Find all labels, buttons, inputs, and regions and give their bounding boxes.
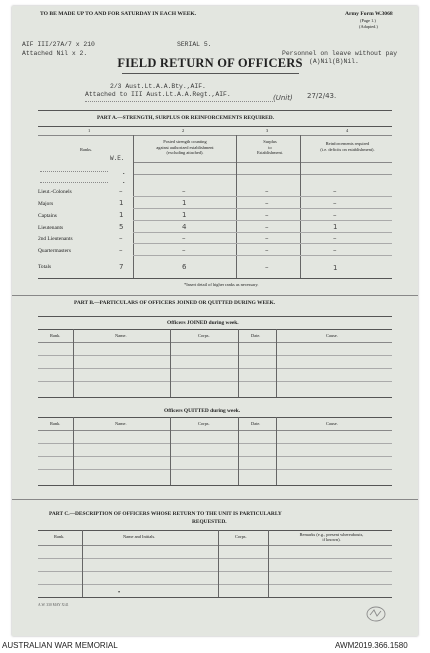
row-rank-captains: Captains [38, 213, 57, 219]
joined-col-divider-1 [73, 329, 74, 397]
row-we-quartermasters: – [119, 246, 123, 254]
joined-col-rank: Rank. [50, 333, 61, 338]
reference-line-1: AIF III/27A/7 x 210 [22, 41, 95, 48]
leave-note: Personnel on leave without pay [282, 50, 398, 57]
print-note: A.W. 330 MAY X/41 [38, 603, 69, 607]
totals-we: 7 [119, 263, 124, 271]
row-rule-5 [133, 243, 392, 244]
row-we-2nd-lieutenants: – [119, 234, 123, 242]
row-we-lieut-colonels: – [119, 187, 123, 195]
quitted-row-rule-0 [38, 430, 392, 431]
part-a-footnote: *Insert detail of higher ranks as necessary. [184, 282, 259, 287]
joined-col-cause: Cause. [326, 333, 338, 338]
part-b-separator [12, 295, 418, 296]
joined-row-rule-1 [38, 355, 392, 356]
col-number-4: 4 [346, 128, 349, 133]
part-a-col-divider-1 [133, 135, 134, 278]
row-surplus-majors: – [265, 199, 269, 207]
joined-col-divider-4 [276, 329, 277, 397]
row-rank-2nd-lieutenants: 2nd Lieutenants [38, 236, 73, 242]
totals-reinf: 1 [333, 264, 338, 272]
return-date: 27/2/43. [307, 92, 337, 100]
quitted-col-divider-4 [276, 417, 277, 485]
quitted-row-rule-1 [38, 443, 392, 444]
unit-dotted-line [85, 101, 275, 102]
unit-line-1: 2/3 Aust.Lt.A.A.Bty.,AIF. [110, 83, 206, 90]
col-surplus-header [238, 139, 302, 156]
row-posted-quartermasters: – [182, 246, 186, 254]
form-number: Army Form W.3068 [345, 11, 393, 17]
row-reinf-captains: – [333, 211, 337, 219]
part-c-col-corps: Corps. [235, 534, 247, 539]
part-c-col-name: Name and Initials. [123, 534, 156, 539]
rank-blank-dotted-1 [40, 171, 108, 172]
joined-header-rule [38, 329, 392, 330]
quitted-col-corps: Corps. [198, 421, 210, 426]
col-reinforcements-line-2: (i.e. deficits on establishment). [320, 146, 375, 152]
col-reinforcements-line-1: Reinforcements required [325, 141, 370, 146]
joined-row-rule-0 [38, 342, 392, 343]
joined-col-name: Name. [115, 333, 127, 338]
footer-institution: AUSTRALIAN WAR MEMORIAL [2, 641, 118, 650]
instruction-text: TO BE MADE UP TO AND FOR SATURDAY IN EACH WEEK. [40, 11, 197, 17]
quitted-header-rule [38, 417, 392, 418]
part-a-header-rule [38, 126, 392, 127]
row-posted-lieut-colonels: – [182, 187, 186, 195]
joined-row-rule-3 [38, 381, 392, 382]
col-posted-line-2: against authorized establishment [156, 144, 214, 150]
totals-surplus: – [265, 263, 269, 271]
form-title: FIELD RETURN OF OFFICERS [117, 56, 303, 70]
part-a-heading: PART A.—STRENGTH, SURPLUS OR REINFORCEMENTS REQUIRED. [97, 115, 274, 121]
row-rule-4 [133, 232, 392, 233]
archive-stamp-icon [365, 605, 387, 623]
row-surplus-quartermasters: – [265, 246, 269, 254]
col-posted-line-3: (excluding attached). [166, 150, 204, 156]
quitted-col-rank: Rank. [50, 421, 61, 426]
row-posted-2nd-lieutenants: – [182, 234, 186, 242]
leave-values: (A)Nil(B)Nil. [309, 58, 359, 65]
part-b-heading: PART B.—PARTICULARS OF OFFICERS JOINED OR QUITTED DURING WEEK. [74, 300, 276, 306]
row-we-captains: 1 [119, 211, 124, 219]
unit-label: (Unit) [273, 94, 293, 102]
reference-line-2: Attached Nil x 2. [22, 50, 88, 57]
row-rank-lieutenants: Lieutenants [38, 225, 64, 231]
part-a-col-divider-2 [236, 135, 237, 278]
row-we-majors: 1 [119, 199, 124, 207]
row-surplus-lieutenants: – [265, 223, 269, 231]
quitted-bottom-rule [38, 485, 392, 486]
col-surplus-line-1: Surplus [263, 139, 277, 144]
quitted-col-divider-1 [73, 417, 74, 485]
part-a-top-rule [38, 110, 392, 111]
part-c-mark: • [118, 590, 121, 596]
row-surplus-2nd-lieutenants: – [265, 234, 269, 242]
joined-col-corps: Corps. [198, 333, 210, 338]
form-page: (Page 1.) [360, 18, 376, 23]
col-number-rule [38, 135, 392, 136]
part-c-col-rank: Rank. [54, 534, 65, 539]
part-c-col-divider-1 [82, 530, 83, 597]
part-c-remarks-line-1: Remarks (e.g., present whereabouts, [299, 532, 364, 537]
quitted-row-rule-3 [38, 469, 392, 470]
part-c-col-divider-2 [218, 530, 219, 597]
row-rule-3 [133, 220, 392, 221]
joined-top-rule [38, 316, 392, 317]
joined-col-divider-2 [170, 329, 171, 397]
col-we-header: W.E. [110, 155, 125, 162]
col-ranks-header: Ranks. [80, 147, 93, 152]
quitted-row-rule-2 [38, 456, 392, 457]
serial-number: SERIAL 5. [177, 41, 212, 48]
quitted-col-cause: Cause. [326, 421, 338, 426]
row-rank-lieut-colonels: Lieut.-Colonels [38, 189, 72, 195]
row-rule-2 [133, 208, 392, 209]
joined-col-date: Date. [251, 333, 261, 338]
part-c-col-remarks [271, 532, 392, 542]
row-posted-lieutenants: 4 [182, 223, 187, 231]
quitted-col-divider-2 [170, 417, 171, 485]
col-surplus-line-2: to [268, 144, 272, 150]
unit-line-2: Attached to III Aust.Lt.A.A.Regt.,AIF. [85, 91, 231, 98]
part-c-col-divider-3 [268, 530, 269, 597]
joined-bottom-rule [38, 397, 392, 398]
joined-title: Officers JOINED during week. [167, 320, 239, 326]
row-surplus-captains: – [265, 211, 269, 219]
quitted-title: Officers QUITTED during week. [164, 408, 241, 414]
col-posted-line-1: Posted strength counting [163, 139, 207, 144]
row-reinf-lieut-colonels: – [333, 187, 337, 195]
part-a-col-divider-3 [300, 135, 301, 278]
footer-accession-number: AWM2019.366.1580 [335, 641, 408, 650]
row-posted-captains: 1 [182, 211, 187, 219]
row-rule-1 [133, 196, 392, 197]
part-c-remarks-line-2: if known). [322, 537, 341, 542]
rank-blank-dotted-2 [40, 182, 108, 183]
row-rank-majors: Majors [38, 201, 54, 207]
part-c-heading-line-1: PART C.—DESCRIPTION OF OFFICERS WHOSE RETURN TO THE UNIT IS PARTICULARLY [49, 511, 282, 517]
part-c-row-rule-2 [38, 571, 392, 572]
form-adapted: (Adapted.) [359, 24, 378, 29]
part-c-bottom-rule [38, 597, 392, 598]
col-number-3: 3 [266, 128, 269, 133]
col-reinforcements-header [303, 141, 392, 152]
col-number-1: 1 [88, 128, 91, 133]
totals-label: Totals [38, 264, 52, 270]
quitted-col-date: Date. [251, 421, 261, 426]
row-we-lieutenants: 5 [119, 223, 124, 231]
row-reinf-majors: – [333, 199, 337, 207]
part-c-row-rule-3 [38, 584, 392, 585]
part-a-bottom-rule [38, 278, 392, 279]
rank-blank-marker-2: • [123, 180, 125, 185]
title-underline [122, 73, 299, 74]
part-c-header-rule [38, 530, 392, 531]
row-surplus-lieut-colonels: – [265, 187, 269, 195]
quitted-col-name: Name. [115, 421, 127, 426]
col-surplus-line-3: Establishment. [257, 150, 283, 156]
part-c-heading-line-2: REQUESTED. [192, 519, 227, 525]
part-c-row-rule-0 [38, 545, 392, 546]
totals-posted: 6 [182, 263, 187, 271]
row-reinf-quartermasters: – [333, 246, 337, 254]
quitted-col-divider-3 [238, 417, 239, 485]
row-posted-majors: 1 [182, 199, 187, 207]
part-c-row-rule-1 [38, 558, 392, 559]
part-a-blank-row-rule [133, 174, 392, 175]
col-number-2: 2 [182, 128, 185, 133]
rank-blank-marker-1: • [123, 171, 125, 176]
row-rule-6 [133, 255, 392, 256]
row-reinf-lieutenants: 1 [333, 223, 338, 231]
joined-col-divider-3 [238, 329, 239, 397]
row-rank-quartermasters: Quartermasters [38, 248, 71, 254]
part-a-subheader-rule [133, 162, 392, 163]
part-c-separator [12, 499, 418, 500]
joined-row-rule-2 [38, 368, 392, 369]
col-posted-header [137, 139, 233, 156]
row-reinf-2nd-lieutenants: – [333, 234, 337, 242]
